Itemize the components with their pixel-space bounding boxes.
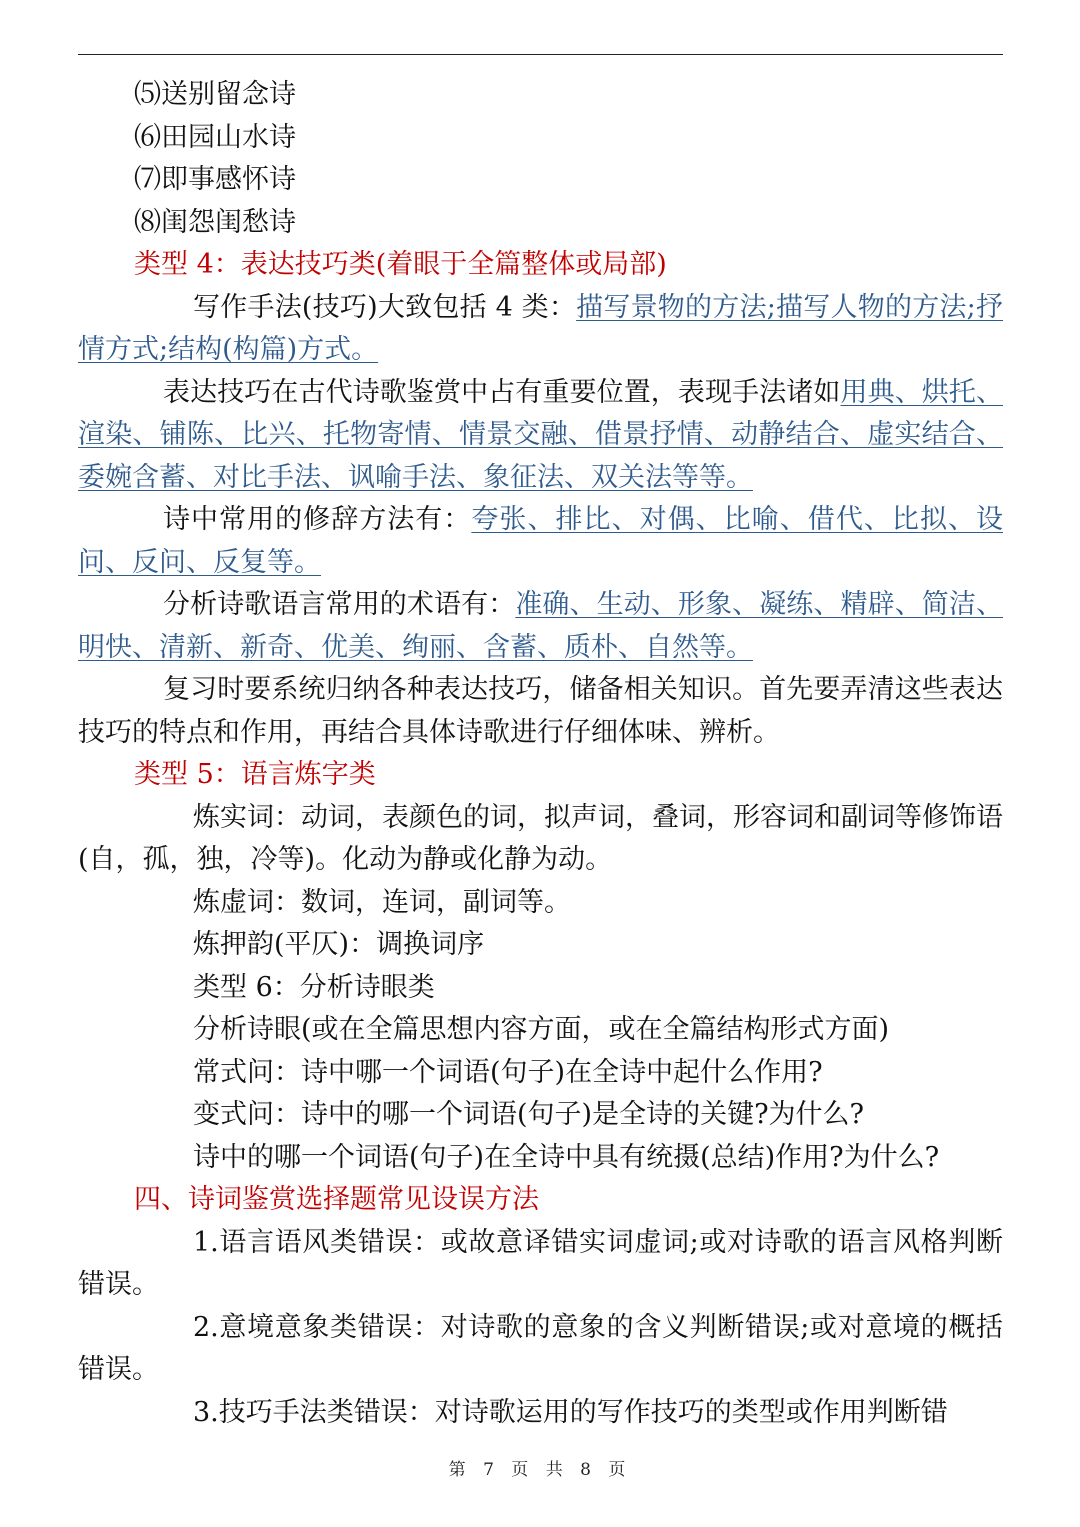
underlined-text: 描写景物的方法;描写人物的方法;抒情方式;结构(构篇)方式。: [78, 291, 1003, 365]
type4-paragraph-5: 复习时要系统归纳各种表达技巧，储备相关知识。首先要弄清这些表达技巧的特点和作用，再结合具体诗歌进行仔细体味、辨析。: [78, 674, 1003, 748]
page-footer: 第 7 页 共 8 页: [448, 1460, 632, 1480]
section4-heading: 四、诗词鉴赏选择题常见设误方法: [134, 1184, 539, 1215]
type6-heading: 类型 6：分析诗眼类: [193, 971, 435, 1003]
type4-paragraph-3: [78, 499, 1003, 584]
paragraph-text: 写作手法(技巧)大致包括 4 类：: [193, 291, 577, 323]
paragraph-text: 分析诗歌语言常用的术语有：: [163, 589, 516, 620]
type5-line-2: 炼押韵(平仄)：调换词序: [193, 929, 485, 960]
type6-line-3: 变式问：诗中的哪一个词语(句子)是全诗的关键?为什么?: [193, 1099, 865, 1130]
paragraph-text: 表达技巧在古代诗歌鉴赏中占有重要位置，表现手法诸如: [163, 376, 841, 408]
paragraph-text: 诗中常用的修辞方法有：: [163, 504, 472, 535]
list-item: ⑸送别留念诗: [134, 79, 296, 110]
type4-paragraph-2: [78, 372, 1003, 500]
type5-line-1: 炼虚词：数词，连词，副词等。: [193, 886, 571, 918]
type6-line-2: 常式问：诗中哪一个词语(句子)在全诗中起什么作用?: [193, 1056, 823, 1088]
type6-paragraph-4: 诗中的哪一个词语(句子)在全诗中具有统摄(总结)作用?为什么?: [193, 1141, 940, 1173]
type5-paragraph-1: 炼实词：动词，表颜色的词，拟声词，叠词，形容词和副词等修饰语(自，孤，独，冷等)。化动为静或化静为动。: [78, 801, 1003, 875]
list-item: ⑺即事感怀诗: [134, 164, 296, 195]
section4-item: 3.技巧手法类错误：对诗歌运用的写作技巧的类型或作用判断错: [193, 1396, 948, 1428]
type4-paragraph-1: [78, 287, 1003, 372]
section4-item: 2.意境意象类错误：对诗歌的意象的含义判断错误;或对意境的概括错误。: [78, 1311, 1003, 1385]
underlined-text: 准确、生动、形象、凝练、精辟、简洁、明快、清新、新奇、优美、绚丽、含蓄、质朴、自然等。: [78, 589, 1004, 663]
header-rule: [78, 54, 1003, 55]
type5-heading: 类型 5：语言炼字类: [134, 759, 376, 790]
underlined-text: 夸张、排比、对偶、比喻、借代、比拟、设问、反问、反复等。: [78, 504, 1004, 578]
type6-line-1: 分析诗眼(或在全篇思想内容方面，或在全篇结构形式方面): [193, 1014, 890, 1045]
list-item: ⑹田园山水诗: [134, 121, 296, 153]
page-content: [78, 74, 1003, 1434]
type4-heading: 类型 4：表达技巧类(着眼于全篇整体或局部): [134, 249, 667, 280]
section4-item: 1.语言语风类错误：或故意译错实词虚词;或对诗歌的语言风格判断错误。: [78, 1226, 1003, 1300]
underlined-text: 用典、烘托、渲染、铺陈、比兴、托物寄情、情景交融、借景抒情、动静结合、虚实结合、委婉含蓄、对比手法、讽喻手法、象征法、双关法等等。: [78, 376, 1003, 493]
list-item: ⑻闺怨闺愁诗: [134, 206, 296, 238]
type4-paragraph-4: [78, 584, 1003, 669]
